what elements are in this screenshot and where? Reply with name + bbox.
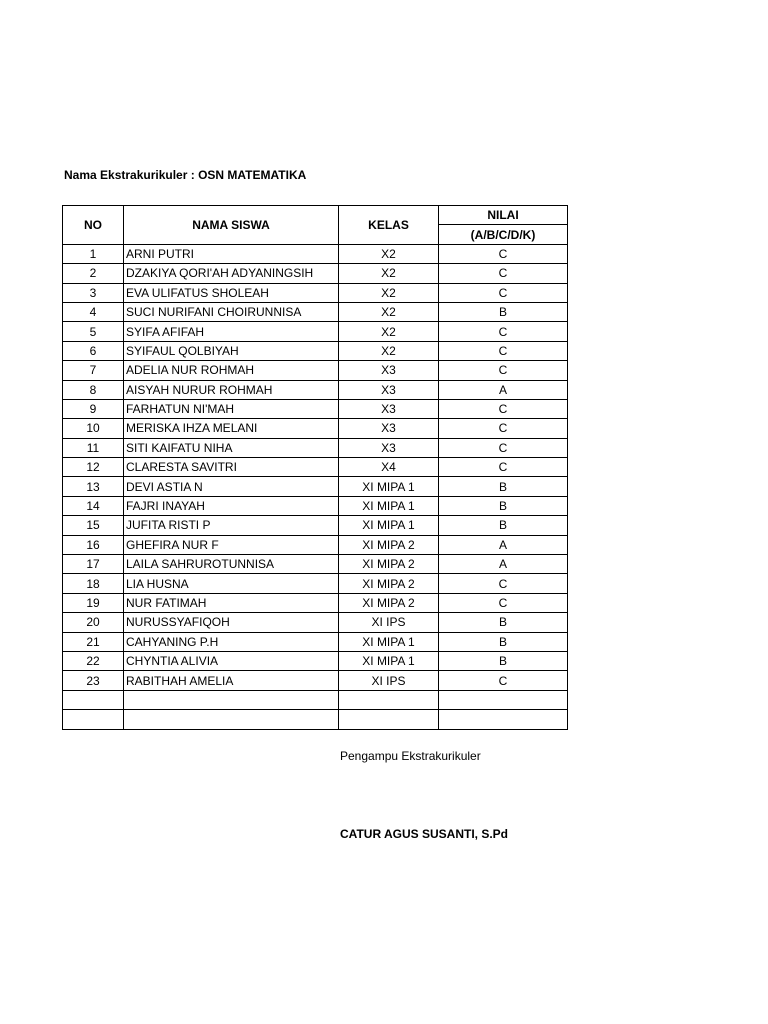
table-row [63,671,568,690]
cell-kelas: XI MIPA 1 [339,632,439,651]
cell-kelas: XI MIPA 1 [339,516,439,535]
table-row [63,341,568,360]
cell-kelas: X2 [339,283,439,302]
table-row [63,651,568,670]
table-body [63,244,568,729]
table-row [63,690,568,709]
cell-kelas: X2 [339,302,439,321]
table-row [63,613,568,632]
cell-kelas: XI MIPA 2 [339,574,439,593]
table-row [63,574,568,593]
cell-no: 11 [63,438,124,457]
table-row [63,458,568,477]
cell-nama-siswa: FARHATUN NI'MAH [124,399,339,418]
table-row [63,535,568,554]
table-row [63,283,568,302]
cell-no: 7 [63,361,124,380]
cell-no: 15 [63,516,124,535]
cell-nama-siswa: NUR FATIMAH [124,593,339,612]
table-row [63,361,568,380]
cell-nama-siswa [124,690,339,709]
cell-nilai: B [439,632,568,651]
column-header-nilai: NILAI [439,206,568,225]
cell-kelas: XI IPS [339,613,439,632]
cell-kelas: XI IPS [339,671,439,690]
table-row [63,264,568,283]
cell-kelas: X3 [339,380,439,399]
table-row [63,710,568,729]
cell-nama-siswa: NURUSSYAFIQOH [124,613,339,632]
cell-nama-siswa: CHYNTIA ALIVIA [124,651,339,670]
cell-nama-siswa [124,710,339,729]
cell-kelas [339,710,439,729]
cell-nama-siswa: LIA HUSNA [124,574,339,593]
signature-title: Pengampu Ekstrakurikuler [340,749,481,763]
cell-nilai: C [439,361,568,380]
cell-no [63,690,124,709]
column-header-nama-siswa: NAMA SISWA [124,206,339,245]
cell-kelas: X2 [339,264,439,283]
cell-kelas: X3 [339,438,439,457]
cell-nama-siswa: MERISKA IHZA MELANI [124,419,339,438]
cell-nama-siswa: CLARESTA SAVITRI [124,458,339,477]
cell-kelas: X4 [339,458,439,477]
cell-nilai: B [439,477,568,496]
cell-no: 6 [63,341,124,360]
cell-nilai: B [439,651,568,670]
table-row [63,244,568,263]
cell-nama-siswa: DZAKIYA QORI'AH ADYANINGSIH [124,264,339,283]
cell-nilai [439,710,568,729]
cell-no: 4 [63,302,124,321]
table-row [63,380,568,399]
cell-nama-siswa: SYIFA AFIFAH [124,322,339,341]
cell-nilai: C [439,399,568,418]
cell-nilai: C [439,593,568,612]
cell-nama-siswa: CAHYANING P.H [124,632,339,651]
cell-nilai: A [439,535,568,554]
cell-no: 1 [63,244,124,263]
cell-nilai: C [439,341,568,360]
cell-nilai: C [439,438,568,457]
cell-nama-siswa: SUCI NURIFANI CHOIRUNNISA [124,302,339,321]
cell-kelas: XI MIPA 2 [339,555,439,574]
cell-no: 8 [63,380,124,399]
table-row [63,477,568,496]
cell-nama-siswa: EVA ULIFATUS SHOLEAH [124,283,339,302]
cell-no: 13 [63,477,124,496]
column-header-nilai-scale: (A/B/C/D/K) [439,225,568,244]
column-header-kelas: KELAS [339,206,439,245]
cell-nilai: C [439,283,568,302]
cell-nama-siswa: FAJRI INAYAH [124,496,339,515]
cell-no: 5 [63,322,124,341]
column-header-no: NO [63,206,124,245]
cell-no: 20 [63,613,124,632]
cell-nama-siswa: AISYAH NURUR ROHMAH [124,380,339,399]
cell-nilai: A [439,380,568,399]
cell-kelas: X2 [339,322,439,341]
cell-nilai: A [439,555,568,574]
cell-kelas [339,690,439,709]
cell-nama-siswa: RABITHAH AMELIA [124,671,339,690]
cell-no: 12 [63,458,124,477]
cell-no: 18 [63,574,124,593]
cell-kelas: XI MIPA 2 [339,593,439,612]
cell-nama-siswa: DEVI ASTIA N [124,477,339,496]
cell-nilai: C [439,671,568,690]
cell-nilai: C [439,322,568,341]
table-row [63,419,568,438]
cell-kelas: X3 [339,419,439,438]
signature-name: CATUR AGUS SUSANTI, S.Pd [340,827,509,841]
cell-nama-siswa: SYIFAUL QOLBIYAH [124,341,339,360]
table-row [63,438,568,457]
cell-no: 17 [63,555,124,574]
cell-no: 19 [63,593,124,612]
cell-kelas: XI MIPA 1 [339,496,439,515]
cell-kelas: X2 [339,244,439,263]
cell-nama-siswa: GHEFIRA NUR F [124,535,339,554]
cell-nilai [439,690,568,709]
cell-no: 2 [63,264,124,283]
cell-no: 22 [63,651,124,670]
cell-nilai: C [439,419,568,438]
cell-nilai: B [439,496,568,515]
cell-nilai: C [439,244,568,263]
table-header-row [63,206,568,225]
cell-no: 16 [63,535,124,554]
cell-nilai: C [439,458,568,477]
cell-kelas: XI MIPA 1 [339,651,439,670]
table-row [63,302,568,321]
cell-kelas: X3 [339,361,439,380]
page-title: Nama Ekstrakurikuler : OSN MATEMATIKA [64,168,307,182]
table-row [63,496,568,515]
cell-nilai: C [439,574,568,593]
cell-nama-siswa: JUFITA RISTI P [124,516,339,535]
cell-nama-siswa: LAILA SAHRUROTUNNISA [124,555,339,574]
student-grades-table [62,205,568,730]
cell-no: 14 [63,496,124,515]
table-row [63,322,568,341]
cell-no: 9 [63,399,124,418]
cell-nama-siswa: SITI KAIFATU NIHA [124,438,339,457]
cell-nilai: B [439,302,568,321]
cell-no [63,710,124,729]
table-row [63,399,568,418]
cell-no: 3 [63,283,124,302]
table-row [63,555,568,574]
cell-nilai: B [439,516,568,535]
cell-no: 23 [63,671,124,690]
cell-nama-siswa: ARNI PUTRI [124,244,339,263]
cell-no: 21 [63,632,124,651]
table-row [63,516,568,535]
cell-kelas: XI MIPA 2 [339,535,439,554]
cell-nama-siswa: ADELIA NUR ROHMAH [124,361,339,380]
cell-kelas: X2 [339,341,439,360]
table-row [63,593,568,612]
cell-no: 10 [63,419,124,438]
cell-nilai: B [439,613,568,632]
table-row [63,632,568,651]
cell-nilai: C [439,264,568,283]
cell-kelas: XI MIPA 1 [339,477,439,496]
cell-kelas: X3 [339,399,439,418]
